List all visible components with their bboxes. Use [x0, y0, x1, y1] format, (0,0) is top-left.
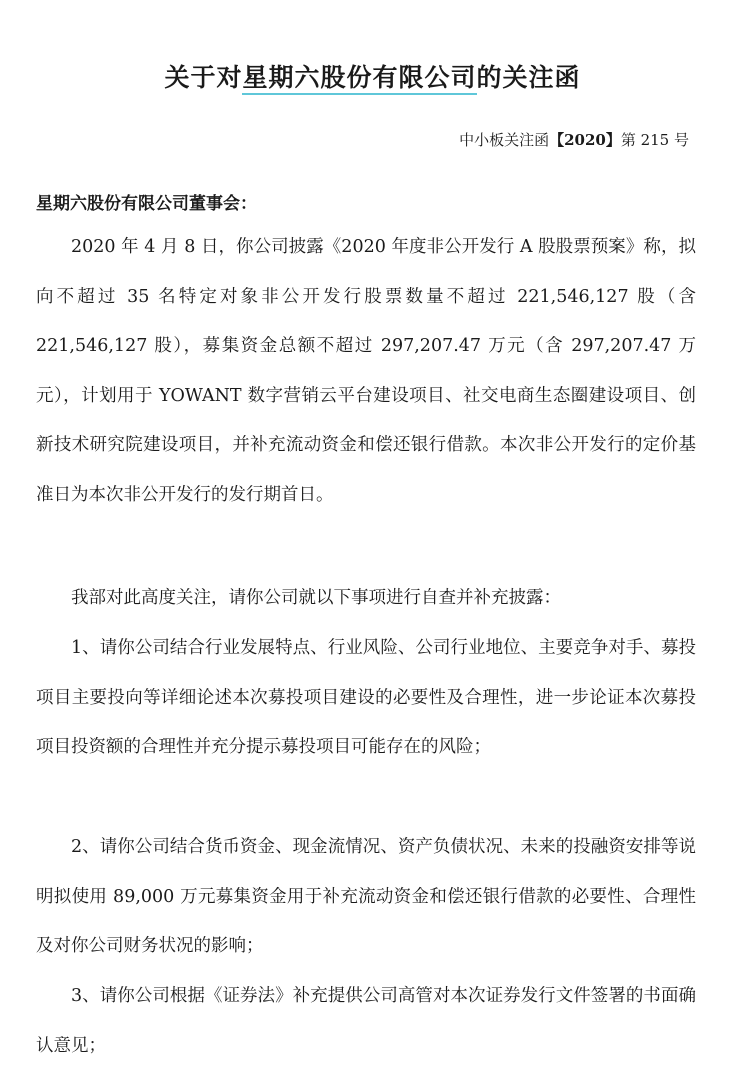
doc-number-year: 【2020】 — [549, 131, 621, 149]
document-title — [0, 58, 745, 94]
paragraph-item-2: 2、请你公司结合货币资金、现金流情况、资产负债状况、未来的投融资安排等说明拟使用 89,000 万元募集资金用于补充流动资金和偿还银行借款的必要性、合理性及对你公司财务状况的影响； — [36, 837, 696, 956]
doc-number-prefix: 中小板关注函 — [459, 131, 550, 149]
paragraph-concern: 我部对此高度关注，请你公司就以下事项进行自查并补充披露： — [71, 588, 561, 608]
title-prefix: 关于对 — [164, 63, 243, 92]
company-name-highlight: 星期六股份有限公司 — [242, 63, 476, 95]
paragraph-intro: 2020 年 4 月 8 日，你公司披露《2020 年度非公开发行 A 股股票预案》称，拟向不超过 35 名特定对象非公开发行股票数量不超过 221,546,127 股（含 221,546,127 股），募集资金总额不超过 297,207.47 万元（含 297,207.47 万元），计划用于 YOWANT 数字营销云平台建设项目、社交电商生态圈建设项目、创新技术研究院建设项目，并补充流动资金和偿还银行借款。本次非公开发行的定价基准日为本次非公开发行的发行期首日。 — [36, 237, 696, 505]
paragraph-item-3: 3、请你公司根据《证券法》补充提供公司高管对本次证券发行文件签署的书面确认意见； — [36, 986, 696, 1056]
doc-number-suffix: 第 215 号 — [620, 131, 689, 149]
paragraph-item-1: 1、请你公司结合行业发展特点、行业风险、公司行业地位、主要竞争对手、募投项目主要投向等详细论述本次募投项目建设的必要性及合理性，进一步论证本次募投项目投资额的合理性并充分提示募投项目可能存在的风险； — [36, 638, 696, 757]
title-suffix: 的关注函 — [476, 63, 581, 92]
addressee: 星期六股份有限公司董事会： — [36, 194, 257, 214]
document-number — [459, 129, 689, 150]
